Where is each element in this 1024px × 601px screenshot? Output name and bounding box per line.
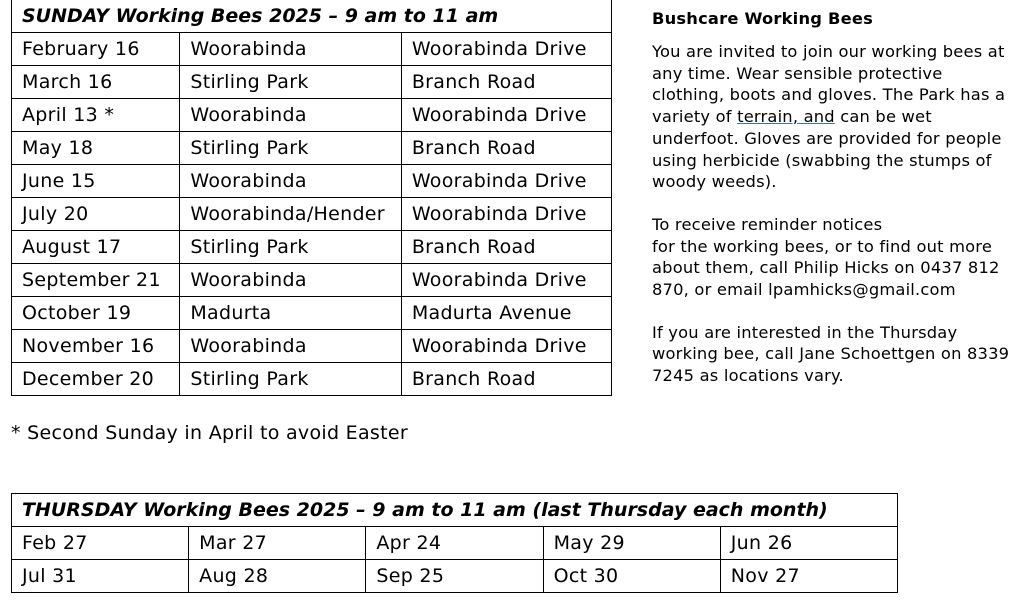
sunday-row [12, 330, 612, 363]
sunday-title: SUNDAY Working Bees 2025 – 9 am to 11 am [12, 0, 612, 33]
terrain-spelling-mark: terrain, and [737, 107, 835, 127]
sunday-row [12, 363, 612, 396]
info-panel [652, 8, 1012, 408]
sunday-site-cell: Woorabinda [180, 330, 401, 363]
sunday-date-cell: June 15 [12, 165, 180, 198]
info-paragraph-reminder [652, 214, 1012, 301]
thursday-date-cell: Jun 26 [720, 527, 897, 560]
sunday-meeting-place-cell: Madurta Avenue [401, 297, 611, 330]
sunday-date-cell: February 16 [12, 33, 180, 66]
thursday-title: THURSDAY Working Bees 2025 – 9 am to 11 am (last Thursday each month) [12, 494, 898, 527]
sunday-meeting-place-cell: Branch Road [401, 231, 611, 264]
sunday-row [12, 99, 612, 132]
thursday-row [12, 527, 898, 560]
sunday-date-cell: May 18 [12, 132, 180, 165]
sunday-date-cell: November 16 [12, 330, 180, 363]
sunday-meeting-place-cell: Branch Road [401, 363, 611, 396]
thursday-date-cell: Nov 27 [720, 560, 897, 593]
sunday-meeting-place-cell: Woorabinda Drive [401, 99, 611, 132]
sunday-row [12, 231, 612, 264]
footnote: * Second Sunday in April to avoid Easter [11, 422, 408, 444]
sunday-meeting-place-cell: Branch Road [401, 132, 611, 165]
thursday-date-cell: Feb 27 [12, 527, 189, 560]
sunday-site-cell: Woorabinda/Hender [180, 198, 401, 231]
reminder-rest: for the working bees, or to find out more about them, call Philip Hicks on 0437 812 870, or email lpamhicks@gmail.com [652, 236, 1000, 300]
sunday-row [12, 132, 612, 165]
sunday-meeting-place-cell: Branch Road [401, 66, 611, 99]
sunday-meeting-place-cell: Woorabinda Drive [401, 264, 611, 297]
sunday-date-cell: April 13 * [12, 99, 180, 132]
thursday-title-row [12, 494, 898, 527]
thursday-date-cell: Aug 28 [189, 560, 366, 593]
sunday-site-cell: Madurta [180, 297, 401, 330]
thursday-schedule-table [11, 493, 898, 593]
thursday-date-cell: Mar 27 [189, 527, 366, 560]
sunday-site-cell: Woorabinda [180, 264, 401, 297]
sunday-row [12, 264, 612, 297]
sunday-row [12, 165, 612, 198]
sunday-row [12, 198, 612, 231]
sunday-site-cell: Stirling Park [180, 231, 401, 264]
sunday-site-cell: Woorabinda [180, 99, 401, 132]
sunday-meeting-place-cell: Woorabinda Drive [401, 198, 611, 231]
sunday-date-cell: September 21 [12, 264, 180, 297]
sunday-site-cell: Stirling Park [180, 132, 401, 165]
sunday-date-cell: December 20 [12, 363, 180, 396]
thursday-date-cell: Sep 25 [366, 560, 543, 593]
sunday-site-cell: Stirling Park [180, 66, 401, 99]
sunday-meeting-place-cell: Woorabinda Drive [401, 33, 611, 66]
thursday-date-cell: Oct 30 [543, 560, 720, 593]
sunday-site-cell: Woorabinda [180, 33, 401, 66]
sunday-row [12, 66, 612, 99]
info-paragraph-thursday: If you are interested in the Thursday working bee, call Jane Schoettgen on 8339 7245 as locations vary. [652, 322, 1010, 386]
invite-text-a: You are invited to join our working bees at any time. Wear sensible protective clothing, boots and gloves. The Park has a variety of [652, 42, 1006, 127]
sunday-site-cell: Stirling Park [180, 363, 401, 396]
invite-text-b: can be wet underfoot. Gloves are provided for people using herbicide (swabbing the stumps of woody weeds). [652, 107, 1002, 192]
sunday-meeting-place-cell: Woorabinda Drive [401, 165, 611, 198]
reminder-line1: To receive reminder notices [652, 214, 883, 234]
sunday-date-cell: March 16 [12, 66, 180, 99]
sunday-date-cell: August 17 [12, 231, 180, 264]
sunday-date-cell: July 20 [12, 198, 180, 231]
sunday-meeting-place-cell: Woorabinda Drive [401, 330, 611, 363]
sunday-date-cell: October 19 [12, 297, 180, 330]
sunday-row [12, 33, 612, 66]
sunday-site-cell: Woorabinda [180, 165, 401, 198]
thursday-date-cell: May 29 [543, 527, 720, 560]
info-paragraph-invite [652, 41, 1012, 193]
thursday-row [12, 560, 898, 593]
sunday-title-row [12, 0, 612, 33]
sunday-schedule-table [11, 0, 612, 396]
thursday-date-cell: Apr 24 [366, 527, 543, 560]
sunday-row [12, 297, 612, 330]
thursday-date-cell: Jul 31 [12, 560, 189, 593]
info-heading: Bushcare Working Bees [652, 9, 873, 28]
